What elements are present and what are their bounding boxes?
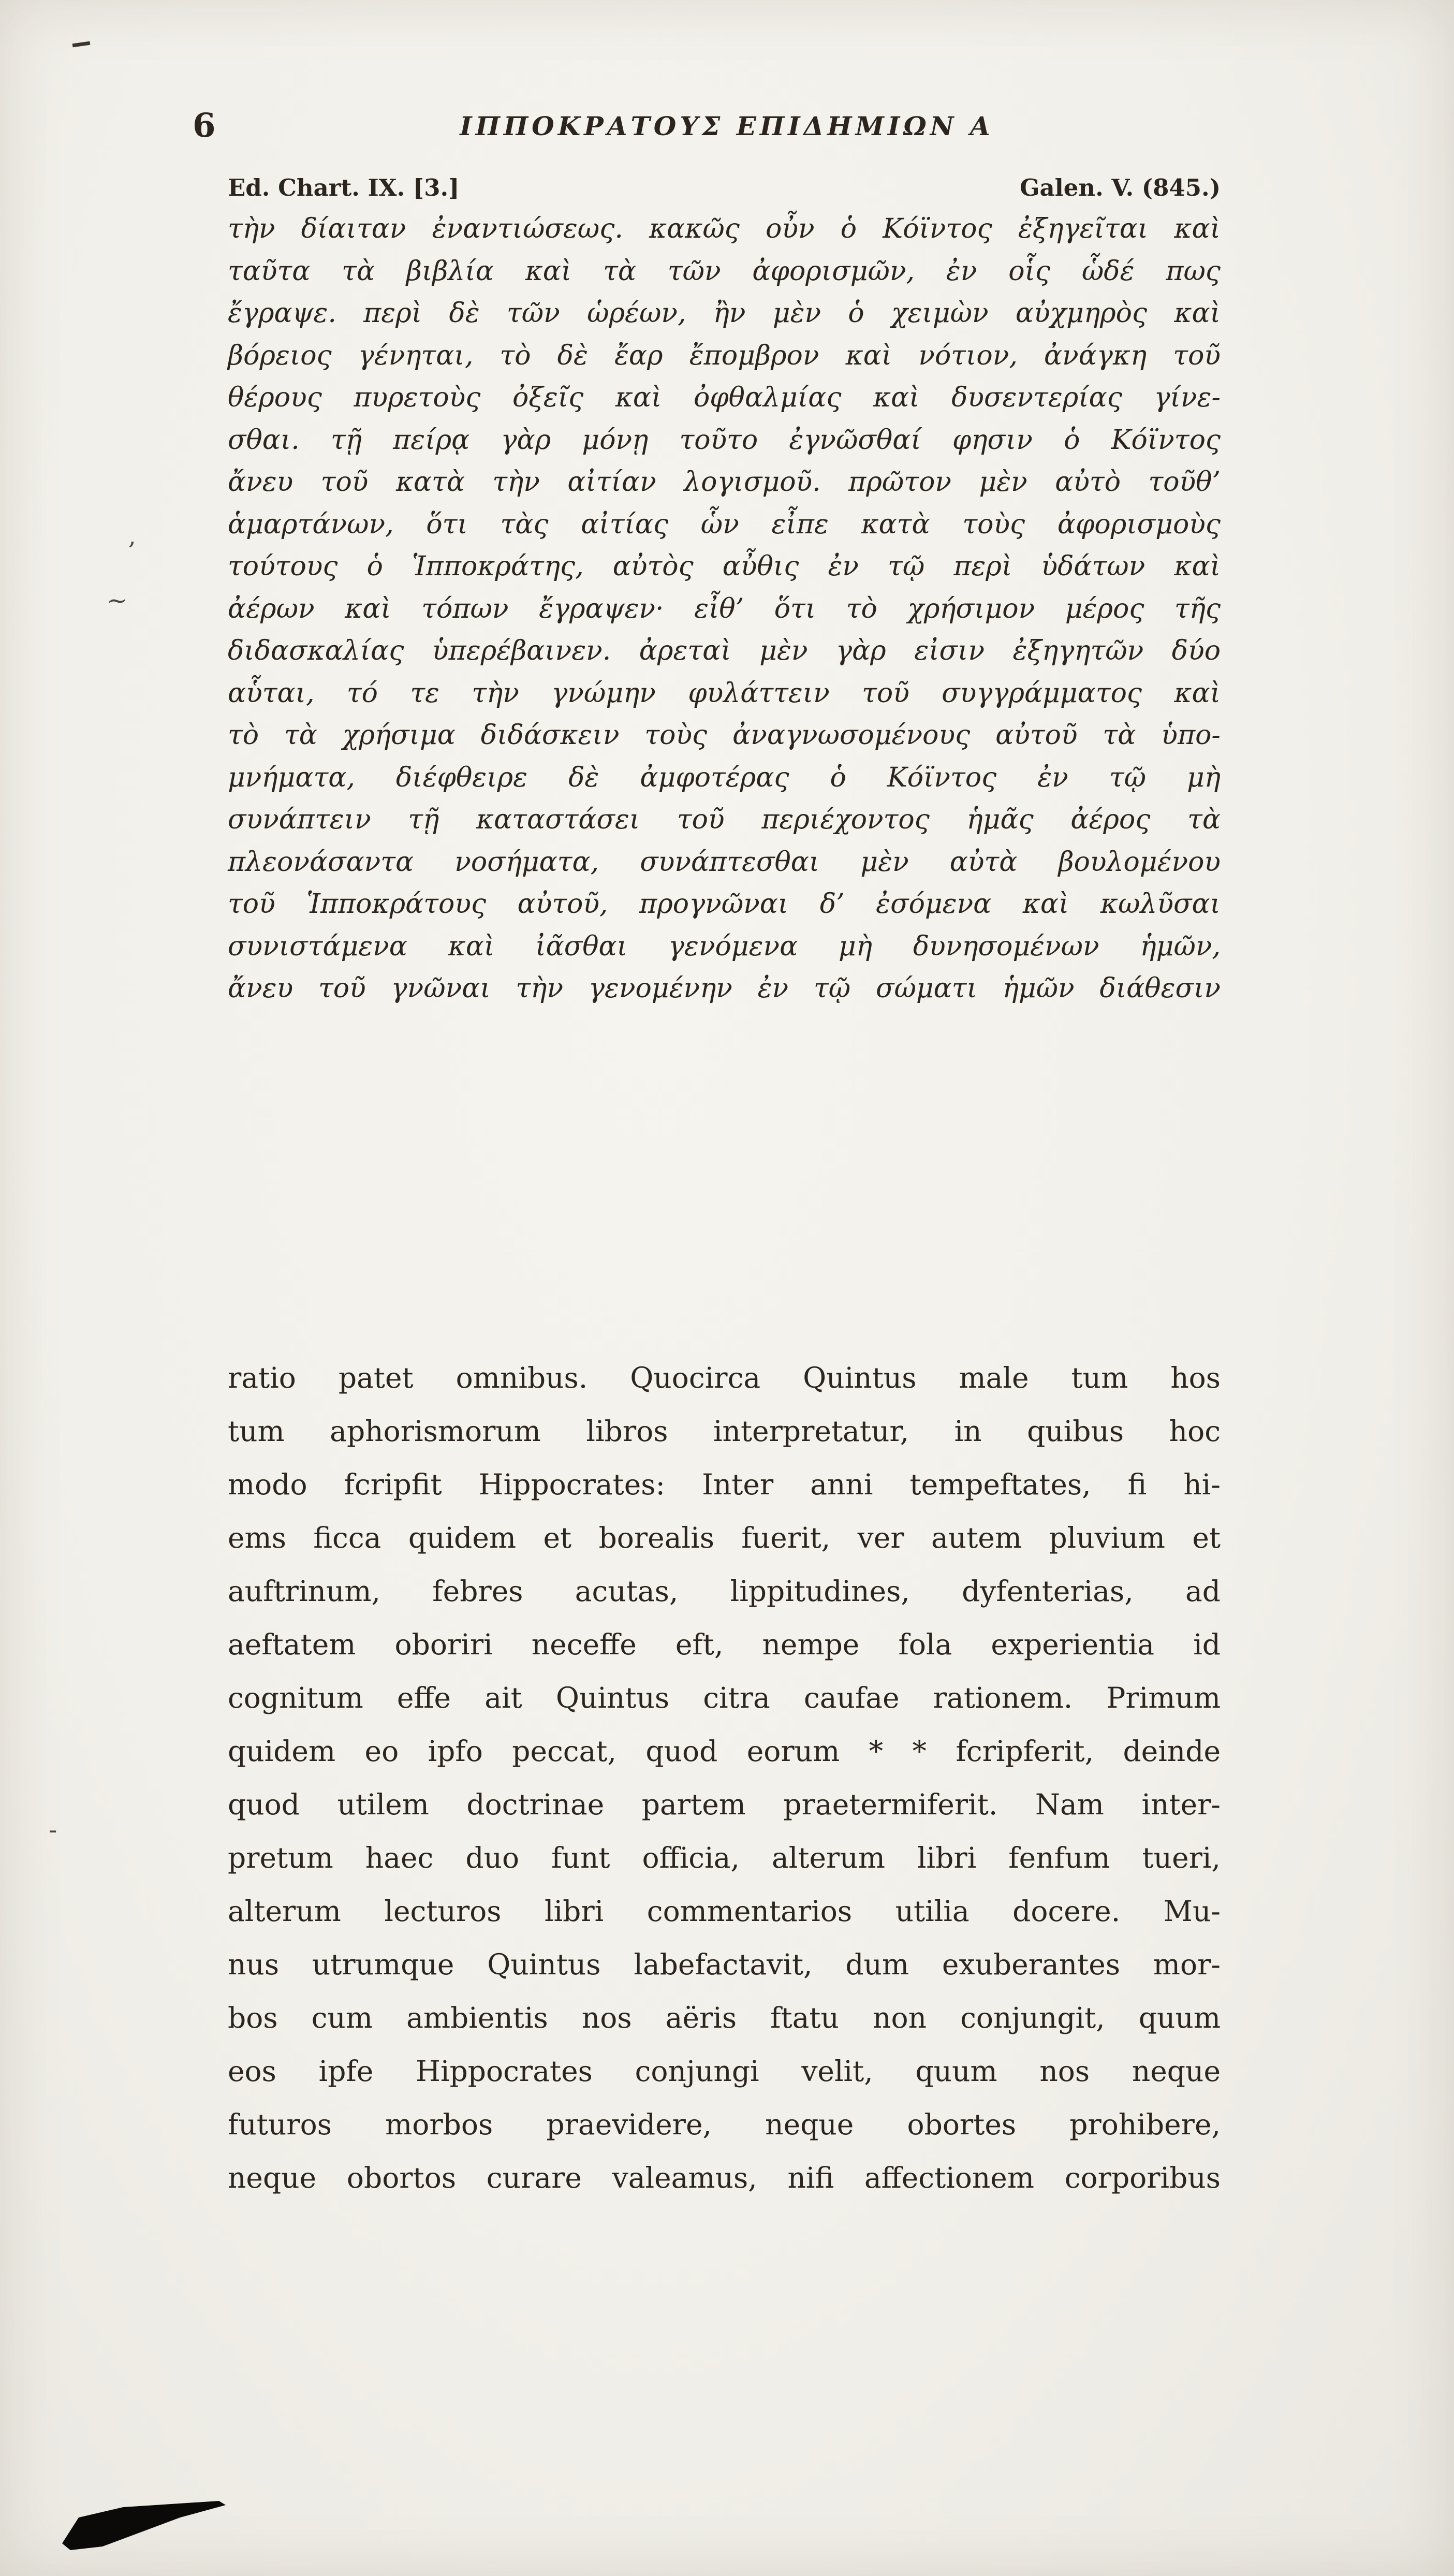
running-head-title: ΙΠΠΟΚΡΑΤΟΥΣ ΕΠΙΔΗΜΙΩΝ Α [460,111,994,141]
text-line: τὴν δίαιταν ἐναντιώσεως. κακῶς οὖν ὁ Κόϊντος ἐξηγεῖται καὶ [228,213,1221,244]
ink-blot [61,2500,232,2552]
text-line: modo fcripfit Hippocrates: Inter anni tempeftates, fi hi- [228,1468,1221,1501]
greek-text-block [228,208,1221,1010]
text-line: ἄνευ τοῦ κατὰ τὴν αἰτίαν λογισμοῦ. πρῶτον μὲν αὐτὸ τοῦθ’ [228,467,1221,498]
text-line: ἀέρων καὶ τόπων ἔγραψεν· εἶθ’ ὅτι τὸ χρήσιμον μέρος τῆς [228,593,1221,624]
text-line: nus utrumque Quintus labefactavit, dum exuberantes mor- [228,1948,1221,1981]
text-line: ταῦτα τὰ βιβλία καὶ τὰ τῶν ἀφορισμῶν, ἐν οἷς ὧδέ πως [228,255,1221,287]
text-line: pretum haec duo funt officia, alterum libri fenfum tueri, [228,1841,1221,1874]
text-line: auftrinum, febres acutas, lippitudines, dyfenterias, ad [228,1575,1221,1608]
text-line: ἔγραψε. περὶ δὲ τῶν ὡρέων, ἢν μὲν ὁ χειμὼν αὐχμηρὸς καὶ [228,298,1221,329]
text-line: θέρους πυρετοὺς ὀξεῖς καὶ ὀφθαλμίας καὶ δυσεντερίας γίνε- [228,382,1221,413]
scan-artifact-dash-2: - [49,1815,57,1844]
scan-artifact-dash [72,41,91,48]
text-line: tum aphorismorum libros interpretatur, in quibus hoc [228,1415,1221,1448]
edition-row [228,174,1221,201]
scan-artifact-comma: , [128,522,136,550]
text-line: bos cum ambientis nos aëris ftatu non conjungit, quum [228,2001,1221,2034]
text-line: συνάπτειν τῇ καταστάσει τοῦ περιέχοντος ἡμᾶς ἀέρος τὰ [228,804,1221,835]
text-line: ἄνευ τοῦ γνῶναι τὴν γενομένην ἐν τῷ σώματι ἡμῶν διάθεσιν [228,973,1221,1004]
text-line: τοῦ Ἱπποκράτους αὐτοῦ, προγνῶναι δ’ ἐσόμενα καὶ κωλῦσαι [228,889,1221,920]
latin-text-block [228,1351,1221,2205]
text-line: neque obortos curare valeamus, nifi affectionem corporibus [228,2161,1221,2194]
text-line: βόρειος γένηται, τὸ δὲ ἔαρ ἔπομβρον καὶ νότιον, ἀνάγκη τοῦ [228,340,1221,371]
scan-artifact-tilde: ~ [107,586,128,615]
text-line: cognitum effe ait Quintus citra caufae rationem. Primum [228,1681,1221,1714]
text-line: ems ficca quidem et borealis fuerit, ver autem pluvium et [228,1521,1221,1554]
text-line: alterum lecturos libri commentarios utilia docere. Mu- [228,1895,1221,1928]
text-line: σθαι. τῇ πείρᾳ γὰρ μόνῃ τοῦτο ἐγνῶσθαί φησιν ὁ Κόϊντος [228,424,1221,456]
edition-ref-right: Galen. V. (845.) [1020,174,1221,201]
text-line: πλεονάσαντα νοσήματα, συνάπτεσθαι μὲν αὐτὰ βουλομένου [228,846,1221,878]
text-line: συνιστάμενα καὶ ἰᾶσθαι γενόμενα μὴ δυνησομένων ἡμῶν, [228,930,1221,962]
edition-ref-left: Ed. Chart. IX. [3.] [228,174,460,201]
page-number: 6 [193,106,216,145]
text-line: futuros morbos praevidere, neque obortes prohibere, [228,2108,1221,2141]
text-line: ἁμαρτάνων, ὅτι τὰς αἰτίας ὧν εἶπε κατὰ τοὺς ἀφορισμοὺς [228,508,1221,540]
text-line: quidem eo ipfo peccat, quod eorum * * fcripferit, deinde [228,1735,1221,1768]
text-line: μνήματα, διέφθειρε δὲ ἀμφοτέρας ὁ Κόϊντος ἐν τῷ μὴ [228,762,1221,793]
text-line: διδασκαλίας ὑπερέβαινεν. ἀρεταὶ μὲν γὰρ εἰσιν ἐξηγητῶν δύο [228,635,1221,666]
text-line: eos ipfe Hippocrates conjungi velit, quum nos neque [228,2055,1221,2088]
text-line: αὗται, τό τε τὴν γνώμην φυλάττειν τοῦ συγγράμματος καὶ [228,677,1221,709]
text-line: aeftatem oboriri neceffe eft, nempe fola experientia id [228,1628,1221,1661]
text-line: ratio patet omnibus. Quocirca Quintus male tum hos [228,1361,1221,1394]
text-line: τούτους ὁ Ἱπποκράτης, αὐτὸς αὖθις ἐν τῷ περὶ ὑδάτων καὶ [228,551,1221,582]
text-line: quod utilem doctrinae partem praetermiferit. Nam inter- [228,1788,1221,1821]
text-line: τὸ τὰ χρήσιμα διδάσκειν τοὺς ἀναγνωσομένους αὐτοῦ τὰ ὑπο- [228,720,1221,751]
